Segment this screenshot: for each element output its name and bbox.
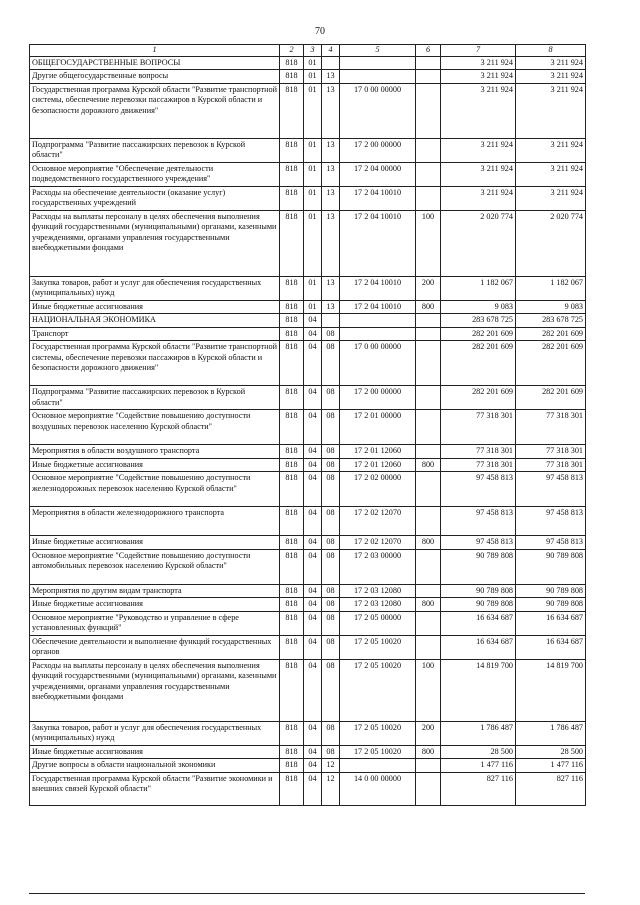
subsection-code-cell: 12 bbox=[322, 759, 340, 773]
row-name-cell: Основное мероприятие "Обеспечение деятельности подведомственного государственного учреждения" bbox=[30, 162, 280, 186]
table-row bbox=[30, 584, 586, 598]
department-code-cell: 818 bbox=[280, 162, 304, 186]
target-article-cell bbox=[340, 70, 416, 84]
department-code-cell: 818 bbox=[280, 186, 304, 210]
expense-type-cell: 100 bbox=[416, 210, 441, 276]
section-code-cell: 04 bbox=[304, 445, 322, 459]
column-number: 3 bbox=[304, 45, 322, 57]
expense-type-cell: 800 bbox=[416, 536, 441, 550]
table-row bbox=[30, 276, 586, 300]
subsection-code-cell: 08 bbox=[322, 536, 340, 550]
table-row bbox=[30, 549, 586, 584]
row-name-cell: Основное мероприятие "Содействие повышению доступности автомобильных перевозок населению Курской области" bbox=[30, 549, 280, 584]
row-name-cell: Подпрограмма "Развитие пассажирских перевозок в Курской области" bbox=[30, 138, 280, 162]
amount-cell: 97 458 813 bbox=[441, 472, 516, 507]
target-article-cell: 17 2 04 00000 bbox=[340, 162, 416, 186]
expense-type-cell: 200 bbox=[416, 276, 441, 300]
target-article-cell: 17 0 00 00000 bbox=[340, 341, 416, 386]
target-article-cell: 17 2 00 00000 bbox=[340, 386, 416, 410]
target-article-cell: 17 2 03 12080 bbox=[340, 584, 416, 598]
expense-type-cell bbox=[416, 611, 441, 635]
department-code-cell: 818 bbox=[280, 276, 304, 300]
subsection-code-cell: 13 bbox=[322, 186, 340, 210]
subsection-code-cell: 13 bbox=[322, 300, 340, 314]
amount-cell: 3 211 924 bbox=[441, 162, 516, 186]
amount-cell: 827 116 bbox=[441, 772, 516, 805]
expense-type-cell bbox=[416, 410, 441, 445]
amount-cell: 283 678 725 bbox=[441, 314, 516, 328]
section-code-cell: 04 bbox=[304, 598, 322, 612]
target-article-cell: 17 2 05 10020 bbox=[340, 721, 416, 745]
amount-cell: 2 020 774 bbox=[441, 210, 516, 276]
amount-cell: 77 318 301 bbox=[441, 458, 516, 472]
column-number: 8 bbox=[516, 45, 586, 57]
target-article-cell bbox=[340, 327, 416, 341]
amount-cell: 2 020 774 bbox=[516, 210, 586, 276]
target-article-cell: 17 2 00 00000 bbox=[340, 138, 416, 162]
table-row bbox=[30, 327, 586, 341]
table-row bbox=[30, 721, 586, 745]
section-code-cell: 01 bbox=[304, 300, 322, 314]
subsection-code-cell: 08 bbox=[322, 472, 340, 507]
subsection-code-cell: 08 bbox=[322, 635, 340, 659]
row-name-cell: Расходы на выплаты персоналу в целях обеспечения выполнения функций государственными (муниципальными) органами, казенными учреждениями, органами управления государственными внебюджетными фондами bbox=[30, 659, 280, 721]
subsection-code-cell: 13 bbox=[322, 70, 340, 84]
column-number: 2 bbox=[280, 45, 304, 57]
table-row bbox=[30, 56, 586, 70]
expense-type-cell: 800 bbox=[416, 598, 441, 612]
target-article-cell bbox=[340, 759, 416, 773]
amount-cell: 3 211 924 bbox=[516, 70, 586, 84]
row-name-cell: Государственная программа Курской области "Развитие транспортной системы, обеспечение перевозки пассажиров в Курской области и безопасности дорожного движения" bbox=[30, 341, 280, 386]
amount-cell: 3 211 924 bbox=[441, 56, 516, 70]
department-code-cell: 818 bbox=[280, 772, 304, 805]
amount-cell: 282 201 609 bbox=[516, 386, 586, 410]
row-name-cell: Расходы на обеспечение деятельности (оказание услуг) государственных учреждений bbox=[30, 186, 280, 210]
target-article-cell: 17 2 04 10010 bbox=[340, 300, 416, 314]
target-article-cell: 17 2 03 12080 bbox=[340, 598, 416, 612]
row-name-cell: НАЦИОНАЛЬНАЯ ЭКОНОМИКА bbox=[30, 314, 280, 328]
amount-cell: 1 786 487 bbox=[441, 721, 516, 745]
table-row bbox=[30, 759, 586, 773]
department-code-cell: 818 bbox=[280, 745, 304, 759]
subsection-code-cell: 08 bbox=[322, 549, 340, 584]
department-code-cell: 818 bbox=[280, 611, 304, 635]
section-code-cell: 04 bbox=[304, 635, 322, 659]
amount-cell: 16 634 687 bbox=[441, 635, 516, 659]
department-code-cell: 818 bbox=[280, 472, 304, 507]
target-article-cell: 17 2 05 10020 bbox=[340, 659, 416, 721]
row-name-cell: Иные бюджетные ассигнования bbox=[30, 300, 280, 314]
department-code-cell: 818 bbox=[280, 635, 304, 659]
table-row bbox=[30, 445, 586, 459]
target-article-cell bbox=[340, 56, 416, 70]
section-code-cell: 04 bbox=[304, 327, 322, 341]
department-code-cell: 818 bbox=[280, 598, 304, 612]
expense-type-cell bbox=[416, 549, 441, 584]
amount-cell: 283 678 725 bbox=[516, 314, 586, 328]
section-code-cell: 01 bbox=[304, 210, 322, 276]
row-name-cell: Мероприятия в области воздушного транспорта bbox=[30, 445, 280, 459]
amount-cell: 3 211 924 bbox=[441, 138, 516, 162]
row-name-cell: Основное мероприятие "Содействие повышению доступности воздушных перевозок населению Курской области" bbox=[30, 410, 280, 445]
section-code-cell: 04 bbox=[304, 314, 322, 328]
department-code-cell: 818 bbox=[280, 314, 304, 328]
amount-cell: 1 182 067 bbox=[516, 276, 586, 300]
department-code-cell: 818 bbox=[280, 327, 304, 341]
subsection-code-cell: 13 bbox=[322, 276, 340, 300]
target-article-cell: 14 0 00 00000 bbox=[340, 772, 416, 805]
subsection-code-cell: 12 bbox=[322, 772, 340, 805]
target-article-cell: 17 2 01 12060 bbox=[340, 445, 416, 459]
expense-type-cell: 800 bbox=[416, 745, 441, 759]
table-row bbox=[30, 314, 586, 328]
table-row bbox=[30, 472, 586, 507]
amount-cell: 3 211 924 bbox=[441, 83, 516, 138]
row-name-cell: Закупка товаров, работ и услуг для обеспечения государственных (муниципальных) нужд bbox=[30, 276, 280, 300]
expense-type-cell bbox=[416, 759, 441, 773]
subsection-code-cell: 08 bbox=[322, 721, 340, 745]
amount-cell: 90 789 808 bbox=[516, 549, 586, 584]
amount-cell: 1 477 116 bbox=[441, 759, 516, 773]
row-name-cell: Иные бюджетные ассигнования bbox=[30, 745, 280, 759]
section-code-cell: 04 bbox=[304, 472, 322, 507]
subsection-code-cell: 08 bbox=[322, 445, 340, 459]
row-name-cell: Иные бюджетные ассигнования bbox=[30, 536, 280, 550]
section-code-cell: 01 bbox=[304, 186, 322, 210]
expense-type-cell bbox=[416, 386, 441, 410]
department-code-cell: 818 bbox=[280, 536, 304, 550]
subsection-code-cell: 08 bbox=[322, 410, 340, 445]
department-code-cell: 818 bbox=[280, 659, 304, 721]
column-number: 7 bbox=[441, 45, 516, 57]
amount-cell: 90 789 808 bbox=[441, 549, 516, 584]
table-row bbox=[30, 598, 586, 612]
budget-table bbox=[29, 44, 586, 806]
amount-cell: 97 458 813 bbox=[441, 507, 516, 536]
amount-cell: 90 789 808 bbox=[516, 598, 586, 612]
subsection-code-cell: 08 bbox=[322, 458, 340, 472]
amount-cell: 77 318 301 bbox=[516, 445, 586, 459]
row-name-cell: Государственная программа Курской области "Развитие транспортной системы, обеспечение перевозки пассажиров в Курской области и безопасности дорожного движения" bbox=[30, 83, 280, 138]
department-code-cell: 818 bbox=[280, 386, 304, 410]
section-code-cell: 04 bbox=[304, 584, 322, 598]
row-name-cell: Транспорт bbox=[30, 327, 280, 341]
row-name-cell: Закупка товаров, работ и услуг для обеспечения государственных (муниципальных) нужд bbox=[30, 721, 280, 745]
amount-cell: 14 819 700 bbox=[516, 659, 586, 721]
table-row bbox=[30, 70, 586, 84]
section-code-cell: 01 bbox=[304, 138, 322, 162]
department-code-cell: 818 bbox=[280, 507, 304, 536]
page-number: 70 bbox=[315, 26, 325, 37]
target-article-cell bbox=[340, 314, 416, 328]
column-number: 1 bbox=[30, 45, 280, 57]
section-code-cell: 01 bbox=[304, 276, 322, 300]
amount-cell: 1 477 116 bbox=[516, 759, 586, 773]
amount-cell: 90 789 808 bbox=[516, 584, 586, 598]
table-row bbox=[30, 536, 586, 550]
expense-type-cell bbox=[416, 314, 441, 328]
amount-cell: 77 318 301 bbox=[516, 410, 586, 445]
amount-cell: 14 819 700 bbox=[441, 659, 516, 721]
expense-type-cell bbox=[416, 70, 441, 84]
expense-type-cell bbox=[416, 584, 441, 598]
subsection-code-cell: 08 bbox=[322, 598, 340, 612]
amount-cell: 97 458 813 bbox=[516, 507, 586, 536]
table-row bbox=[30, 341, 586, 386]
row-name-cell: Подпрограмма "Развитие пассажирских перевозок в Курской области" bbox=[30, 386, 280, 410]
expense-type-cell bbox=[416, 56, 441, 70]
table-row bbox=[30, 386, 586, 410]
section-code-cell: 04 bbox=[304, 341, 322, 386]
row-name-cell: Иные бюджетные ассигнования bbox=[30, 458, 280, 472]
amount-cell: 9 083 bbox=[516, 300, 586, 314]
column-number: 6 bbox=[416, 45, 441, 57]
section-code-cell: 04 bbox=[304, 549, 322, 584]
table-row bbox=[30, 186, 586, 210]
subsection-code-cell: 08 bbox=[322, 327, 340, 341]
department-code-cell: 818 bbox=[280, 410, 304, 445]
row-name-cell: Государственная программа Курской области "Развитие экономики и внешних связей Курской области" bbox=[30, 772, 280, 805]
target-article-cell: 17 2 01 00000 bbox=[340, 410, 416, 445]
row-name-cell: Основное мероприятие "Руководство и управление в сфере установленных функций" bbox=[30, 611, 280, 635]
expense-type-cell: 800 bbox=[416, 458, 441, 472]
table-row bbox=[30, 83, 586, 138]
expense-type-cell bbox=[416, 445, 441, 459]
subsection-code-cell: 08 bbox=[322, 745, 340, 759]
amount-cell: 3 211 924 bbox=[441, 70, 516, 84]
amount-cell: 3 211 924 bbox=[441, 186, 516, 210]
expense-type-cell bbox=[416, 772, 441, 805]
section-code-cell: 01 bbox=[304, 70, 322, 84]
target-article-cell: 17 2 05 10020 bbox=[340, 745, 416, 759]
subsection-code-cell: 13 bbox=[322, 162, 340, 186]
expense-type-cell bbox=[416, 507, 441, 536]
amount-cell: 77 318 301 bbox=[441, 445, 516, 459]
target-article-cell: 17 2 03 00000 bbox=[340, 549, 416, 584]
column-number: 4 bbox=[322, 45, 340, 57]
department-code-cell: 818 bbox=[280, 458, 304, 472]
amount-cell: 282 201 609 bbox=[516, 341, 586, 386]
amount-cell: 9 083 bbox=[441, 300, 516, 314]
target-article-cell: 17 2 04 10010 bbox=[340, 276, 416, 300]
expense-type-cell bbox=[416, 341, 441, 386]
subsection-code-cell: 13 bbox=[322, 210, 340, 276]
column-number-row bbox=[30, 45, 586, 57]
section-code-cell: 04 bbox=[304, 659, 322, 721]
section-code-cell: 01 bbox=[304, 162, 322, 186]
target-article-cell: 17 2 01 12060 bbox=[340, 458, 416, 472]
table-row bbox=[30, 138, 586, 162]
row-name-cell: ОБЩЕГОСУДАРСТВЕННЫЕ ВОПРОСЫ bbox=[30, 56, 280, 70]
expense-type-cell bbox=[416, 186, 441, 210]
department-code-cell: 818 bbox=[280, 549, 304, 584]
expense-type-cell bbox=[416, 635, 441, 659]
section-code-cell: 04 bbox=[304, 386, 322, 410]
table-row bbox=[30, 635, 586, 659]
target-article-cell: 17 2 02 00000 bbox=[340, 472, 416, 507]
department-code-cell: 818 bbox=[280, 138, 304, 162]
subsection-code-cell: 08 bbox=[322, 507, 340, 536]
amount-cell: 282 201 609 bbox=[516, 327, 586, 341]
expense-type-cell bbox=[416, 83, 441, 138]
subsection-code-cell bbox=[322, 314, 340, 328]
table-row bbox=[30, 772, 586, 805]
expense-type-cell: 200 bbox=[416, 721, 441, 745]
expense-type-cell bbox=[416, 138, 441, 162]
amount-cell: 28 500 bbox=[441, 745, 516, 759]
department-code-cell: 818 bbox=[280, 70, 304, 84]
amount-cell: 97 458 813 bbox=[516, 536, 586, 550]
department-code-cell: 818 bbox=[280, 56, 304, 70]
target-article-cell: 17 2 05 00000 bbox=[340, 611, 416, 635]
target-article-cell: 17 0 00 00000 bbox=[340, 83, 416, 138]
row-name-cell: Расходы на выплаты персоналу в целях обеспечения выполнения функций государственными (муниципальными) органами, казенными учреждениями, органами управления государственными внебюджетными фондами bbox=[30, 210, 280, 276]
section-code-cell: 04 bbox=[304, 745, 322, 759]
table-row bbox=[30, 745, 586, 759]
amount-cell: 1 786 487 bbox=[516, 721, 586, 745]
amount-cell: 3 211 924 bbox=[516, 56, 586, 70]
table-row bbox=[30, 611, 586, 635]
row-name-cell: Другие общегосударственные вопросы bbox=[30, 70, 280, 84]
page-bottom-rule bbox=[29, 893, 585, 894]
table-row bbox=[30, 162, 586, 186]
amount-cell: 3 211 924 bbox=[516, 186, 586, 210]
expense-type-cell: 100 bbox=[416, 659, 441, 721]
department-code-cell: 818 bbox=[280, 83, 304, 138]
table-row bbox=[30, 300, 586, 314]
amount-cell: 282 201 609 bbox=[441, 386, 516, 410]
table-row bbox=[30, 458, 586, 472]
section-code-cell: 04 bbox=[304, 458, 322, 472]
section-code-cell: 04 bbox=[304, 772, 322, 805]
department-code-cell: 818 bbox=[280, 584, 304, 598]
column-number: 5 bbox=[340, 45, 416, 57]
amount-cell: 77 318 301 bbox=[441, 410, 516, 445]
amount-cell: 3 211 924 bbox=[516, 162, 586, 186]
subsection-code-cell: 08 bbox=[322, 386, 340, 410]
section-code-cell: 01 bbox=[304, 56, 322, 70]
table-row bbox=[30, 210, 586, 276]
row-name-cell: Иные бюджетные ассигнования bbox=[30, 598, 280, 612]
amount-cell: 28 500 bbox=[516, 745, 586, 759]
row-name-cell: Основное мероприятие "Содействие повышению доступности железнодорожных перевозок населению Курской области" bbox=[30, 472, 280, 507]
amount-cell: 827 116 bbox=[516, 772, 586, 805]
subsection-code-cell: 13 bbox=[322, 138, 340, 162]
amount-cell: 282 201 609 bbox=[441, 327, 516, 341]
department-code-cell: 818 bbox=[280, 300, 304, 314]
department-code-cell: 818 bbox=[280, 210, 304, 276]
expense-type-cell bbox=[416, 327, 441, 341]
amount-cell: 77 318 301 bbox=[516, 458, 586, 472]
department-code-cell: 818 bbox=[280, 759, 304, 773]
section-code-cell: 04 bbox=[304, 410, 322, 445]
target-article-cell: 17 2 02 12070 bbox=[340, 507, 416, 536]
amount-cell: 97 458 813 bbox=[441, 536, 516, 550]
amount-cell: 1 182 067 bbox=[441, 276, 516, 300]
amount-cell: 16 634 687 bbox=[441, 611, 516, 635]
amount-cell: 282 201 609 bbox=[441, 341, 516, 386]
target-article-cell: 17 2 05 10020 bbox=[340, 635, 416, 659]
row-name-cell: Другие вопросы в области национальной экономики bbox=[30, 759, 280, 773]
subsection-code-cell: 08 bbox=[322, 659, 340, 721]
subsection-code-cell: 08 bbox=[322, 584, 340, 598]
amount-cell: 97 458 813 bbox=[516, 472, 586, 507]
row-name-cell: Обеспечение деятельности и выполнение функций государственных органов bbox=[30, 635, 280, 659]
table-row bbox=[30, 507, 586, 536]
amount-cell: 16 634 687 bbox=[516, 611, 586, 635]
amount-cell: 3 211 924 bbox=[516, 138, 586, 162]
target-article-cell: 17 2 04 10010 bbox=[340, 186, 416, 210]
department-code-cell: 818 bbox=[280, 445, 304, 459]
row-name-cell: Мероприятия в области железнодорожного транспорта bbox=[30, 507, 280, 536]
department-code-cell: 818 bbox=[280, 721, 304, 745]
row-name-cell: Мероприятия по другим видам транспорта bbox=[30, 584, 280, 598]
expense-type-cell bbox=[416, 162, 441, 186]
amount-cell: 90 789 808 bbox=[441, 584, 516, 598]
section-code-cell: 04 bbox=[304, 507, 322, 536]
table-row bbox=[30, 659, 586, 721]
target-article-cell: 17 2 02 12070 bbox=[340, 536, 416, 550]
section-code-cell: 04 bbox=[304, 759, 322, 773]
subsection-code-cell: 13 bbox=[322, 83, 340, 138]
subsection-code-cell: 08 bbox=[322, 611, 340, 635]
subsection-code-cell bbox=[322, 56, 340, 70]
section-code-cell: 04 bbox=[304, 611, 322, 635]
expense-type-cell bbox=[416, 472, 441, 507]
amount-cell: 3 211 924 bbox=[516, 83, 586, 138]
amount-cell: 90 789 808 bbox=[441, 598, 516, 612]
table-row bbox=[30, 410, 586, 445]
section-code-cell: 04 bbox=[304, 536, 322, 550]
amount-cell: 16 634 687 bbox=[516, 635, 586, 659]
section-code-cell: 01 bbox=[304, 83, 322, 138]
subsection-code-cell: 08 bbox=[322, 341, 340, 386]
department-code-cell: 818 bbox=[280, 341, 304, 386]
target-article-cell: 17 2 04 10010 bbox=[340, 210, 416, 276]
expense-type-cell: 800 bbox=[416, 300, 441, 314]
section-code-cell: 04 bbox=[304, 721, 322, 745]
